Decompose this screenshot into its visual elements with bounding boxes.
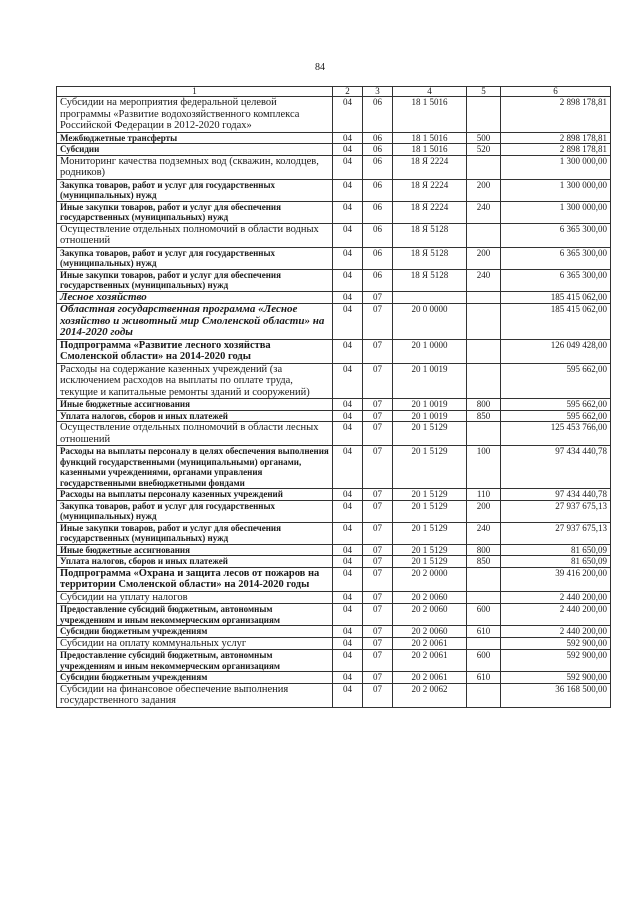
item-name-cell: Предоставление субсидий бюджетным, автономным учреждениям и иным некоммерческим организациям	[57, 650, 333, 672]
section-code-cell: 04	[333, 269, 363, 291]
page-number: 84	[315, 62, 325, 73]
subsection-code-cell: 06	[363, 201, 393, 223]
subsection-code-cell: 07	[363, 363, 393, 399]
item-name-cell: Субсидии	[57, 144, 333, 156]
column-number-row	[57, 87, 611, 97]
target-article-cell: 18 1 5016	[393, 144, 467, 156]
expense-type-cell: 850	[467, 556, 501, 568]
table-row	[57, 223, 611, 247]
target-article-cell: 20 1 5129	[393, 544, 467, 556]
item-name-cell: Уплата налогов, сборов и иных платежей	[57, 556, 333, 568]
item-name-cell: Областная государственная программа «Лесное хозяйство и животный мир Смоленской области» на 2014-2020 годы	[57, 304, 333, 340]
section-code-cell: 04	[333, 201, 363, 223]
amount-cell: 185 415 062,00	[501, 291, 611, 304]
amount-cell: 6 365 300,00	[501, 269, 611, 291]
target-article-cell: 18 Я 2224	[393, 179, 467, 201]
section-code-cell: 04	[333, 556, 363, 568]
section-code-cell: 04	[333, 247, 363, 269]
section-code-cell: 04	[333, 650, 363, 672]
subsection-code-cell: 07	[363, 339, 393, 363]
table-row	[57, 604, 611, 626]
expense-type-cell	[467, 97, 501, 133]
section-code-cell: 04	[333, 683, 363, 707]
target-article-cell: 20 2 0061	[393, 650, 467, 672]
expense-type-cell: 610	[467, 672, 501, 684]
item-name-cell: Подпрограмма «Развитие лесного хозяйства Смоленской области» на 2014-2020 годы	[57, 339, 333, 363]
column-header: 3	[363, 87, 393, 97]
column-header: 1	[57, 87, 333, 97]
table-row	[57, 626, 611, 638]
subsection-code-cell: 07	[363, 500, 393, 522]
amount-cell: 126 049 428,00	[501, 339, 611, 363]
amount-cell: 81 650,09	[501, 556, 611, 568]
subsection-code-cell: 07	[363, 637, 393, 650]
section-code-cell: 04	[333, 399, 363, 411]
item-name-cell: Иные закупки товаров, работ и услуг для обеспечения государственных (муниципальных) нужд	[57, 201, 333, 223]
table-row	[57, 637, 611, 650]
section-code-cell: 04	[333, 637, 363, 650]
section-code-cell: 04	[333, 304, 363, 340]
section-code-cell: 04	[333, 144, 363, 156]
amount-cell: 2 898 178,81	[501, 132, 611, 144]
amount-cell: 81 650,09	[501, 544, 611, 556]
section-code-cell: 04	[333, 179, 363, 201]
amount-cell: 97 434 440,78	[501, 489, 611, 501]
expense-type-cell: 240	[467, 269, 501, 291]
item-name-cell: Субсидии на оплату коммунальных услуг	[57, 637, 333, 650]
budget-table	[56, 86, 611, 708]
subsection-code-cell: 07	[363, 410, 393, 422]
expense-type-cell: 110	[467, 489, 501, 501]
target-article-cell: 20 2 0062	[393, 683, 467, 707]
table-row	[57, 544, 611, 556]
table-row	[57, 179, 611, 201]
amount-cell: 185 415 062,00	[501, 304, 611, 340]
amount-cell: 592 900,00	[501, 672, 611, 684]
target-article-cell: 20 2 0000	[393, 567, 467, 591]
target-article-cell: 20 2 0061	[393, 672, 467, 684]
item-name-cell: Иные бюджетные ассигнования	[57, 544, 333, 556]
subsection-code-cell: 07	[363, 567, 393, 591]
target-article-cell: 18 Я 5128	[393, 223, 467, 247]
target-article-cell: 20 1 5129	[393, 489, 467, 501]
item-name-cell: Осуществление отдельных полномочий в области водных отношений	[57, 223, 333, 247]
table-row	[57, 304, 611, 340]
target-article-cell: 18 Я 2224	[393, 201, 467, 223]
target-article-cell: 20 1 0019	[393, 363, 467, 399]
amount-cell: 595 662,00	[501, 363, 611, 399]
expense-type-cell: 610	[467, 626, 501, 638]
column-header: 6	[501, 87, 611, 97]
expense-type-cell	[467, 637, 501, 650]
table-body	[57, 87, 611, 708]
table-row	[57, 339, 611, 363]
expense-type-cell	[467, 304, 501, 340]
item-name-cell: Иные бюджетные ассигнования	[57, 399, 333, 411]
section-code-cell: 04	[333, 339, 363, 363]
item-name-cell: Закупка товаров, работ и услуг для государственных (муниципальных) нужд	[57, 500, 333, 522]
section-code-cell: 04	[333, 132, 363, 144]
subsection-code-cell: 07	[363, 304, 393, 340]
target-article-cell: 18 1 5016	[393, 132, 467, 144]
amount-cell: 27 937 675,13	[501, 500, 611, 522]
table-row	[57, 399, 611, 411]
target-article-cell: 20 1 5129	[393, 422, 467, 446]
section-code-cell: 04	[333, 544, 363, 556]
subsection-code-cell: 06	[363, 247, 393, 269]
expense-type-cell	[467, 363, 501, 399]
table-row	[57, 363, 611, 399]
amount-cell: 1 300 000,00	[501, 201, 611, 223]
section-code-cell: 04	[333, 291, 363, 304]
item-name-cell: Расходы на выплаты персоналу казенных учреждений	[57, 489, 333, 501]
section-code-cell: 04	[333, 672, 363, 684]
table-row	[57, 567, 611, 591]
target-article-cell: 20 1 0019	[393, 399, 467, 411]
target-article-cell: 20 1 0019	[393, 410, 467, 422]
amount-cell: 595 662,00	[501, 399, 611, 411]
subsection-code-cell: 07	[363, 556, 393, 568]
amount-cell: 1 300 000,00	[501, 155, 611, 179]
subsection-code-cell: 07	[363, 291, 393, 304]
expense-type-cell: 200	[467, 500, 501, 522]
table-row	[57, 97, 611, 133]
item-name-cell: Иные закупки товаров, работ и услуг для обеспечения государственных (муниципальных) нужд	[57, 522, 333, 544]
item-name-cell: Субсидии на мероприятия федеральной целевой программы «Развитие водохозяйственного комплекса Российской Федерации в 2012-2020 годах»	[57, 97, 333, 133]
amount-cell: 125 453 766,00	[501, 422, 611, 446]
table-row	[57, 650, 611, 672]
expense-type-cell	[467, 339, 501, 363]
target-article-cell: 20 1 5129	[393, 556, 467, 568]
table-row	[57, 422, 611, 446]
table-row	[57, 446, 611, 489]
target-article-cell: 20 1 5129	[393, 500, 467, 522]
subsection-code-cell: 07	[363, 683, 393, 707]
amount-cell: 39 416 200,00	[501, 567, 611, 591]
item-name-cell: Субсидии на уплату налогов	[57, 591, 333, 604]
amount-cell: 2 440 200,00	[501, 604, 611, 626]
subsection-code-cell: 07	[363, 489, 393, 501]
subsection-code-cell: 06	[363, 97, 393, 133]
table-row	[57, 410, 611, 422]
section-code-cell: 04	[333, 626, 363, 638]
amount-cell: 6 365 300,00	[501, 223, 611, 247]
table-row	[57, 683, 611, 707]
subsection-code-cell: 06	[363, 155, 393, 179]
target-article-cell: 20 2 0060	[393, 604, 467, 626]
expense-type-cell: 520	[467, 144, 501, 156]
item-name-cell: Расходы на выплаты персоналу в целях обеспечения выполнения функций государственными (муниципальными) органами, казенными учреждениями, органами управления государственными внебюджетными фондами	[57, 446, 333, 489]
subsection-code-cell: 07	[363, 446, 393, 489]
amount-cell: 27 937 675,13	[501, 522, 611, 544]
section-code-cell: 04	[333, 363, 363, 399]
table-row	[57, 500, 611, 522]
item-name-cell: Закупка товаров, работ и услуг для государственных (муниципальных) нужд	[57, 179, 333, 201]
subsection-code-cell: 06	[363, 179, 393, 201]
item-name-cell: Подпрограмма «Охрана и защита лесов от пожаров на территории Смоленской области» на 2014-2020 годы	[57, 567, 333, 591]
target-article-cell	[393, 291, 467, 304]
subsection-code-cell: 06	[363, 269, 393, 291]
item-name-cell: Предоставление субсидий бюджетным, автономным учреждениям и иным некоммерческим организациям	[57, 604, 333, 626]
expense-type-cell	[467, 422, 501, 446]
expense-type-cell: 100	[467, 446, 501, 489]
expense-type-cell: 800	[467, 544, 501, 556]
amount-cell: 1 300 000,00	[501, 179, 611, 201]
section-code-cell: 04	[333, 446, 363, 489]
expense-type-cell	[467, 567, 501, 591]
section-code-cell: 04	[333, 500, 363, 522]
target-article-cell: 18 Я 5128	[393, 269, 467, 291]
expense-type-cell: 240	[467, 522, 501, 544]
expense-type-cell	[467, 291, 501, 304]
target-article-cell: 20 1 5129	[393, 522, 467, 544]
amount-cell: 2 440 200,00	[501, 626, 611, 638]
subsection-code-cell: 07	[363, 399, 393, 411]
table-row	[57, 144, 611, 156]
amount-cell: 2 440 200,00	[501, 591, 611, 604]
item-name-cell: Лесное хозяйство	[57, 291, 333, 304]
item-name-cell: Субсидии бюджетным учреждениям	[57, 626, 333, 638]
column-header: 5	[467, 87, 501, 97]
amount-cell: 6 365 300,00	[501, 247, 611, 269]
table-row	[57, 556, 611, 568]
section-code-cell: 04	[333, 155, 363, 179]
expense-type-cell: 600	[467, 650, 501, 672]
expense-type-cell: 600	[467, 604, 501, 626]
table-row	[57, 672, 611, 684]
section-code-cell: 04	[333, 422, 363, 446]
amount-cell: 97 434 440,78	[501, 446, 611, 489]
table-row	[57, 201, 611, 223]
expense-type-cell: 200	[467, 247, 501, 269]
subsection-code-cell: 06	[363, 144, 393, 156]
table-row	[57, 155, 611, 179]
section-code-cell: 04	[333, 591, 363, 604]
subsection-code-cell: 06	[363, 223, 393, 247]
subsection-code-cell: 07	[363, 672, 393, 684]
item-name-cell: Уплата налогов, сборов и иных платежей	[57, 410, 333, 422]
item-name-cell: Закупка товаров, работ и услуг для государственных (муниципальных) нужд	[57, 247, 333, 269]
target-article-cell: 18 Я 2224	[393, 155, 467, 179]
item-name-cell: Субсидии бюджетным учреждениям	[57, 672, 333, 684]
expense-type-cell: 240	[467, 201, 501, 223]
subsection-code-cell: 07	[363, 591, 393, 604]
subsection-code-cell: 07	[363, 604, 393, 626]
column-header: 4	[393, 87, 467, 97]
section-code-cell: 04	[333, 223, 363, 247]
target-article-cell: 20 0 0000	[393, 304, 467, 340]
item-name-cell: Иные закупки товаров, работ и услуг для обеспечения государственных (муниципальных) нужд	[57, 269, 333, 291]
section-code-cell: 04	[333, 522, 363, 544]
target-article-cell: 20 1 0000	[393, 339, 467, 363]
table-row	[57, 132, 611, 144]
expense-type-cell	[467, 155, 501, 179]
expense-type-cell	[467, 591, 501, 604]
column-header: 2	[333, 87, 363, 97]
target-article-cell: 18 1 5016	[393, 97, 467, 133]
target-article-cell: 18 Я 5128	[393, 247, 467, 269]
table-row	[57, 269, 611, 291]
amount-cell: 592 900,00	[501, 637, 611, 650]
expense-type-cell: 850	[467, 410, 501, 422]
expense-type-cell: 800	[467, 399, 501, 411]
section-code-cell: 04	[333, 567, 363, 591]
amount-cell: 2 898 178,81	[501, 144, 611, 156]
section-code-cell: 04	[333, 489, 363, 501]
subsection-code-cell: 07	[363, 544, 393, 556]
expense-type-cell: 500	[467, 132, 501, 144]
expense-type-cell	[467, 683, 501, 707]
section-code-cell: 04	[333, 410, 363, 422]
subsection-code-cell: 07	[363, 422, 393, 446]
table-row	[57, 247, 611, 269]
item-name-cell: Осуществление отдельных полномочий в области лесных отношений	[57, 422, 333, 446]
amount-cell: 595 662,00	[501, 410, 611, 422]
target-article-cell: 20 2 0060	[393, 626, 467, 638]
amount-cell: 2 898 178,81	[501, 97, 611, 133]
item-name-cell: Мониторинг качества подземных вод (скважин, колодцев, родников)	[57, 155, 333, 179]
subsection-code-cell: 07	[363, 626, 393, 638]
subsection-code-cell: 06	[363, 132, 393, 144]
section-code-cell: 04	[333, 97, 363, 133]
target-article-cell: 20 1 5129	[393, 446, 467, 489]
subsection-code-cell: 07	[363, 650, 393, 672]
subsection-code-cell: 07	[363, 522, 393, 544]
expense-type-cell	[467, 223, 501, 247]
table-row	[57, 591, 611, 604]
item-name-cell: Межбюджетные трансферты	[57, 132, 333, 144]
item-name-cell: Расходы на содержание казенных учреждений (за исключением расходов на выплаты по оплате труда, текущие и капитальные ремонты зданий и сооружений)	[57, 363, 333, 399]
expense-type-cell: 200	[467, 179, 501, 201]
table-row	[57, 489, 611, 501]
section-code-cell: 04	[333, 604, 363, 626]
amount-cell: 592 900,00	[501, 650, 611, 672]
item-name-cell: Субсидии на финансовое обеспечение выполнения государственного задания	[57, 683, 333, 707]
table-row	[57, 291, 611, 304]
target-article-cell: 20 2 0060	[393, 591, 467, 604]
target-article-cell: 20 2 0061	[393, 637, 467, 650]
table-row	[57, 522, 611, 544]
amount-cell: 36 168 500,00	[501, 683, 611, 707]
